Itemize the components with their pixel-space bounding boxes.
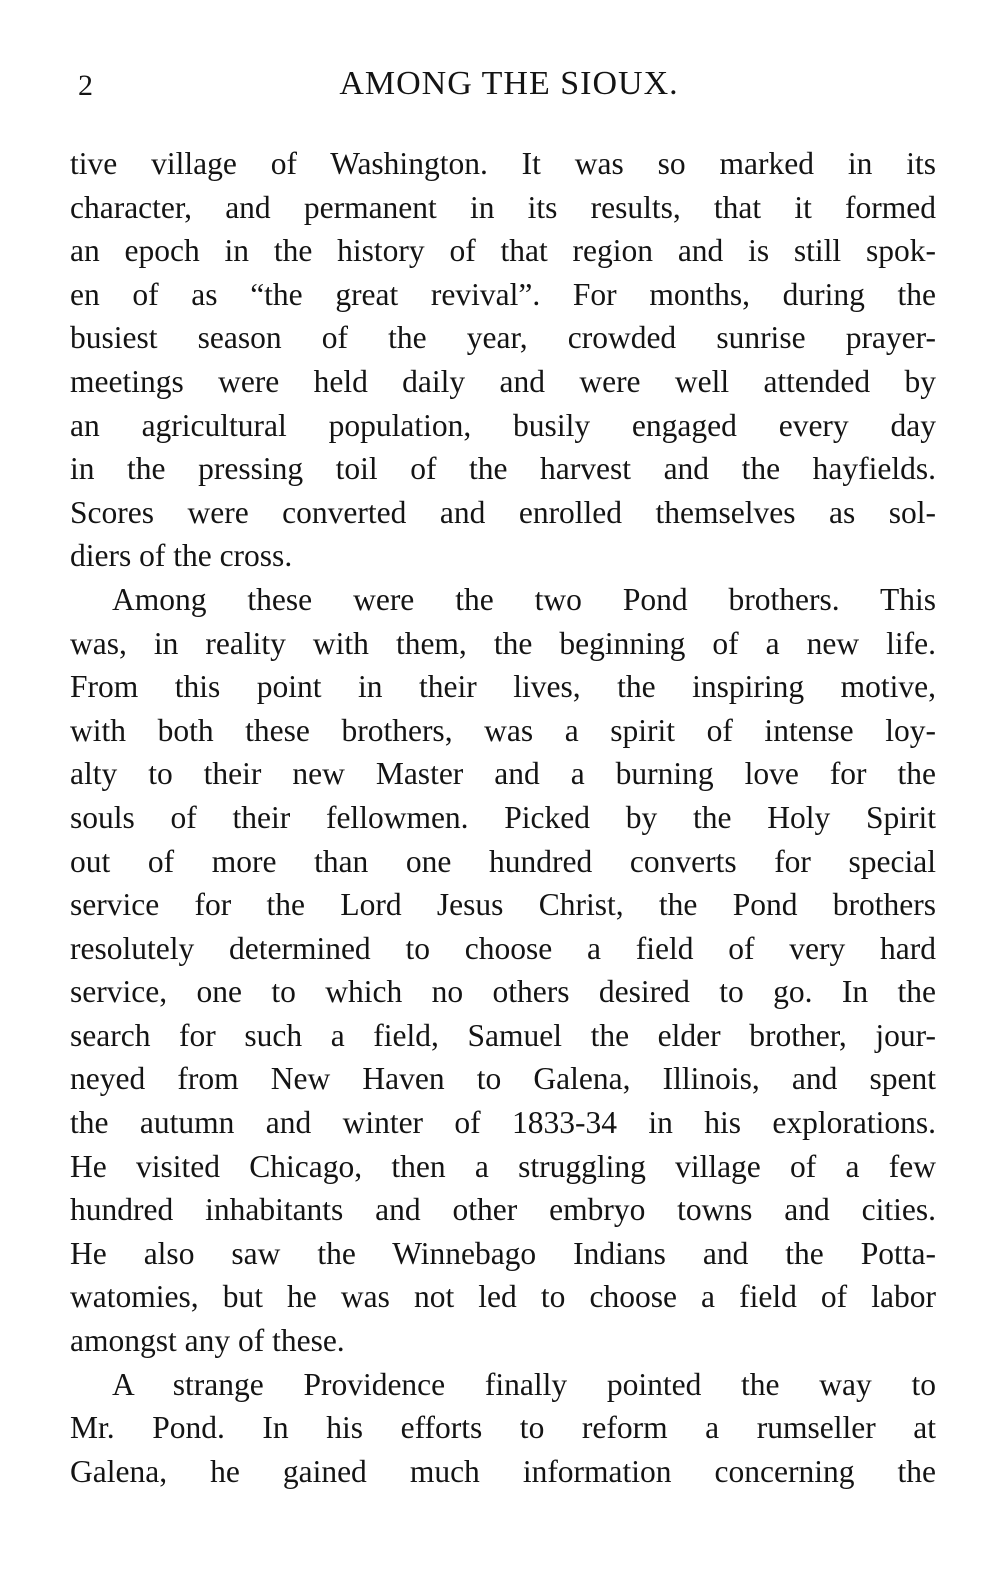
text-line: in the pressing toil of the harvest and the hayfields.	[70, 451, 936, 487]
text-line: Mr. Pond. In his efforts to reform a rumseller at	[70, 1410, 936, 1446]
paragraph	[70, 142, 936, 578]
text-line: He visited Chicago, then a struggling village of a few	[70, 1148, 936, 1184]
text-line: service, one to which no others desired to go. In the	[70, 974, 936, 1010]
text-line: resolutely determined to choose a field of very hard	[70, 930, 936, 966]
text-line: an agricultural population, busily engaged every day	[70, 407, 936, 443]
running-title: AMONG THE SIOUX.	[339, 65, 679, 102]
text-line: souls of their fellowmen. Picked by the Holy Spirit	[70, 799, 936, 835]
text-line: He also saw the Winnebago Indians and the Potta-	[70, 1235, 936, 1271]
text-line: en of as “the great revival”. For months, during the	[70, 276, 936, 312]
text-line: Among these were the two Pond brothers. This	[112, 581, 936, 617]
paragraph	[70, 578, 936, 1363]
text-line: with both these brothers, was a spirit of intense loy-	[70, 712, 936, 748]
text-line: hundred inhabitants and other embryo towns and cities.	[70, 1192, 936, 1228]
page-number: 2	[78, 69, 93, 102]
text-line: watomies, but he was not led to choose a field of labor	[70, 1279, 936, 1315]
text-line: busiest season of the year, crowded sunrise prayer-	[70, 320, 936, 356]
page-header	[78, 58, 940, 108]
text-line: alty to their new Master and a burning love for the	[70, 756, 936, 792]
text-line: diers of the cross.	[70, 538, 293, 574]
text-line: Scores were converted and enrolled themselves as sol-	[70, 494, 936, 530]
text-line: amongst any of these.	[70, 1323, 345, 1359]
text-line: neyed from New Haven to Galena, Illinois, and spent	[70, 1061, 936, 1097]
text-line: out of more than one hundred converts for special	[70, 843, 936, 879]
body-text	[70, 142, 936, 1493]
text-line: From this point in their lives, the inspiring motive,	[70, 669, 936, 705]
text-line: the autumn and winter of 1833-34 in his explorations.	[70, 1105, 936, 1141]
text-line: A strange Providence finally pointed the way to	[112, 1366, 936, 1402]
text-line: meetings were held daily and were well attended by	[70, 363, 936, 399]
text-line: search for such a field, Samuel the elder brother, jour-	[70, 1017, 936, 1053]
text-line: Galena, he gained much information concerning the	[70, 1453, 936, 1489]
text-line: service for the Lord Jesus Christ, the Pond brothers	[70, 887, 936, 923]
paragraph	[70, 1363, 936, 1494]
text-line: character, and permanent in its results, that it formed	[70, 189, 936, 225]
text-line: was, in reality with them, the beginning of a new life.	[70, 625, 936, 661]
text-line: tive village of Washington. It was so marked in its	[70, 146, 936, 181]
text-line: an epoch in the history of that region and is still spok-	[70, 233, 936, 269]
